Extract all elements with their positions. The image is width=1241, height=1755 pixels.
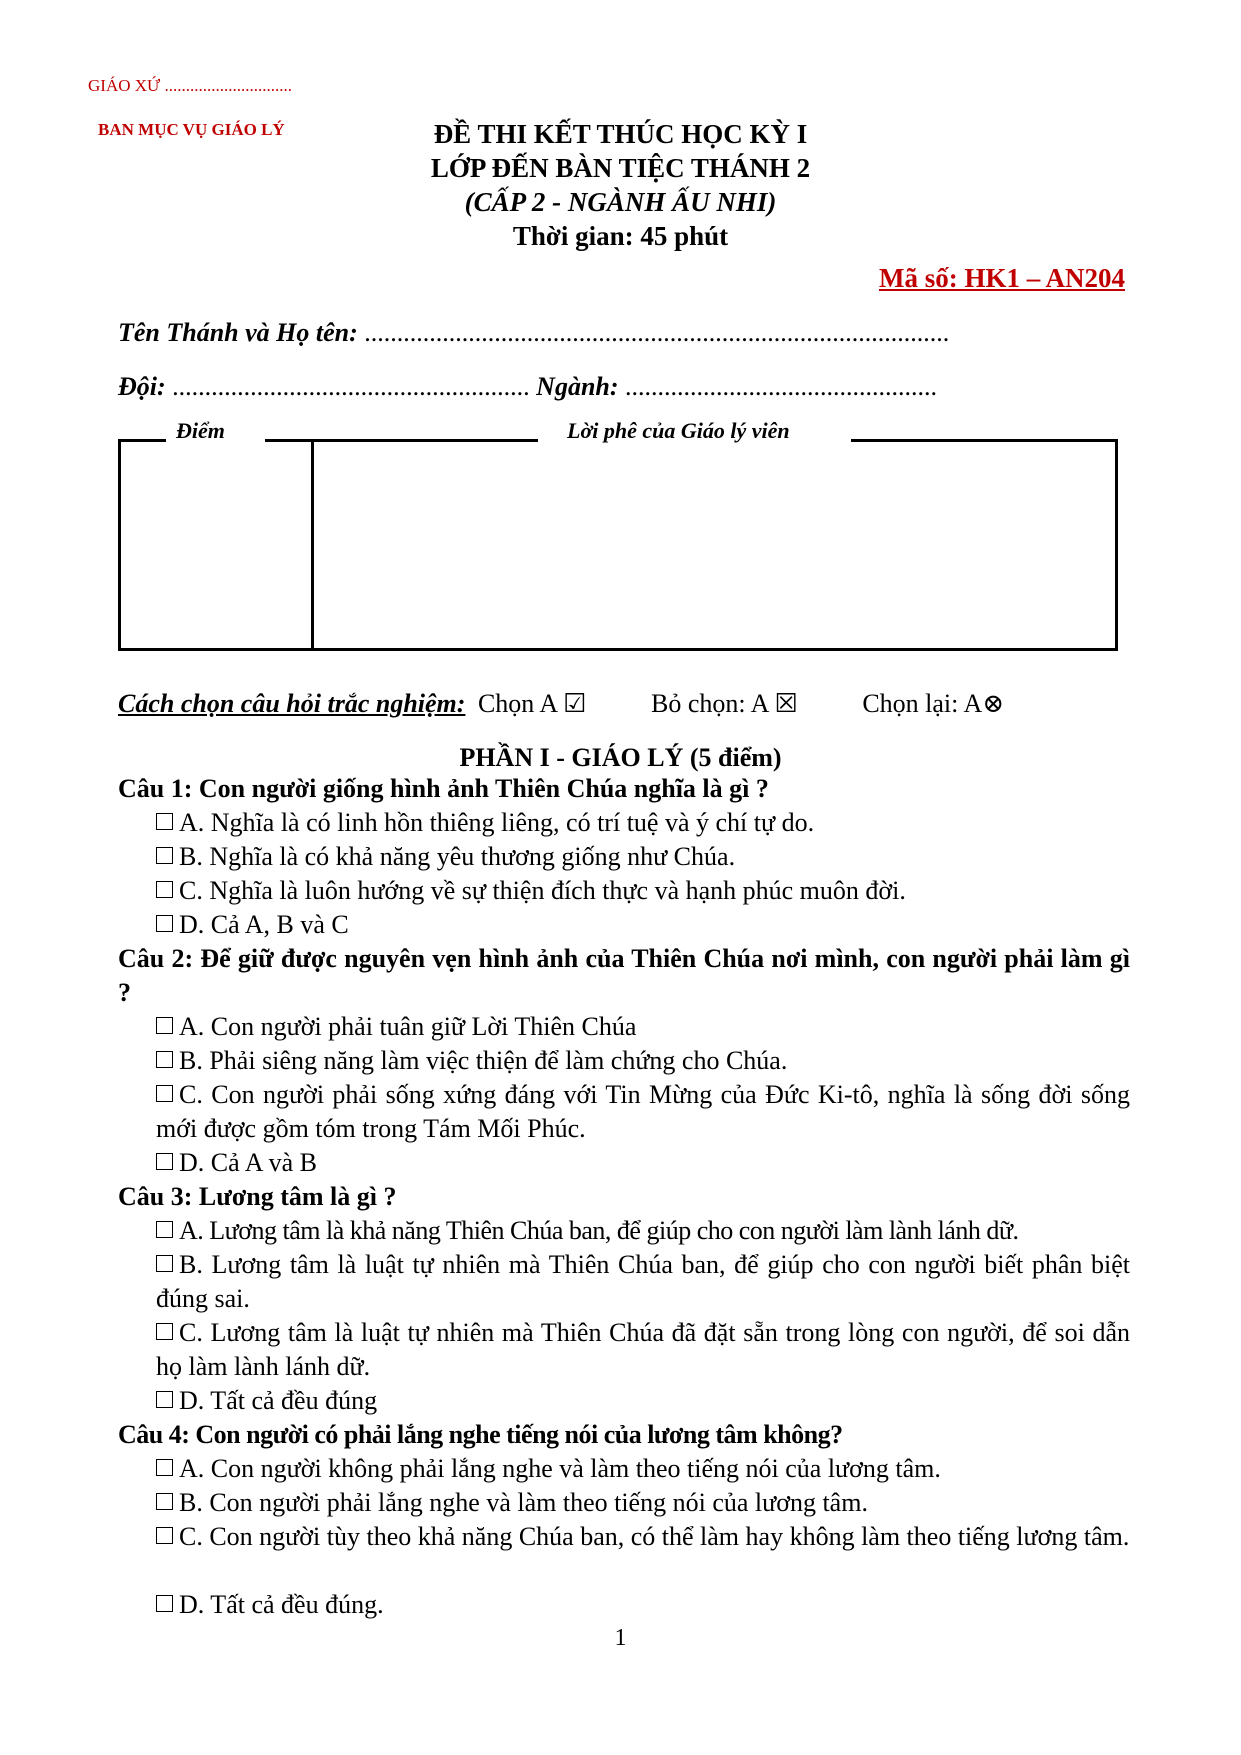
team-dots[interactable]: .......................................................: [172, 372, 530, 401]
guide-choose: Chọn A ☑: [477, 689, 587, 718]
guide-rechoose: Chọn lại: A⊗: [862, 689, 1005, 718]
time-label: Thời gian: 45 phút: [512, 221, 729, 251]
department-label: BAN MỤC VỤ GIÁO LÝ: [98, 120, 285, 139]
checkbox-icon[interactable]: [156, 915, 173, 932]
question-3: Câu 3: Lương tâm là gì ?: [118, 1182, 397, 1211]
checkbox-icon[interactable]: [156, 1493, 173, 1510]
q4-option-c[interactable]: C. Con người tùy theo khả năng Chúa ban, có thể làm hay không làm theo tiếng lương tâm.: [156, 1520, 1130, 1554]
checkbox-icon[interactable]: [156, 1595, 173, 1612]
answer-guide: [118, 689, 1004, 719]
class-title: LỚP ĐẾN BÀN TIỆC THÁNH 2: [430, 153, 811, 183]
checkbox-icon[interactable]: [156, 1527, 173, 1544]
section-title: PHẦN I - GIÁO LÝ (5 điểm): [459, 743, 782, 772]
q4-option-a[interactable]: A. Con người không phải lắng nghe và làm theo tiếng nói của lương tâm.: [156, 1452, 1130, 1486]
branch-dots[interactable]: ................................................: [625, 372, 938, 401]
question-1: Câu 1: Con người giống hình ảnh Thiên Chúa nghĩa là gì ?: [118, 774, 769, 803]
checkbox-icon[interactable]: [156, 1221, 173, 1238]
q3-option-b[interactable]: B. Lương tâm là luật tự nhiên mà Thiên Chúa ban, để giúp cho con người biết phân biệt đúng sai.: [156, 1250, 1130, 1313]
page-number: 1: [614, 1625, 627, 1651]
q4-option-d[interactable]: D. Tất cả đều đúng.: [156, 1588, 1130, 1622]
q2-option-a[interactable]: A. Con người phải tuân giữ Lời Thiên Chúa: [156, 1010, 1130, 1044]
question-2: Câu 2: Để giữ được nguyên vẹn hình ảnh của Thiên Chúa nơi mình, con người phải làm gì ?: [118, 944, 1130, 1007]
checkbox-icon[interactable]: [156, 1323, 173, 1340]
checkbox-icon[interactable]: [156, 881, 173, 898]
checkbox-icon[interactable]: [156, 1017, 173, 1034]
name-dots[interactable]: ..........................................................................................: [364, 318, 950, 347]
checkbox-icon[interactable]: [156, 1085, 173, 1102]
q2-option-d[interactable]: D. Cả A và B: [156, 1146, 1130, 1180]
checkbox-icon[interactable]: [156, 1459, 173, 1476]
guide-label: Cách chọn câu hỏi trắc nghiệm:: [118, 689, 466, 718]
q4-option-b[interactable]: B. Con người phải lắng nghe và làm theo tiếng nói của lương tâm.: [156, 1486, 1130, 1520]
branch-label: Ngành:: [536, 372, 619, 401]
q2-option-c[interactable]: C. Con người phải sống xứng đáng với Tin Mừng của Đức Ki-tô, nghĩa là sống đời sống mới được gồm tóm trong Tám Mối Phúc.: [156, 1080, 1130, 1143]
team-label: Đội:: [118, 372, 166, 401]
q1-option-c[interactable]: C. Nghĩa là luôn hướng về sự thiện đích thực và hạnh phúc muôn đời.: [156, 874, 1130, 908]
checkbox-icon[interactable]: [156, 1051, 173, 1068]
checkbox-icon[interactable]: [156, 813, 173, 830]
score-cell[interactable]: [121, 442, 311, 648]
q3-option-a[interactable]: A. Lương tâm là khả năng Thiên Chúa ban, để giúp cho con người làm lành lánh dữ.: [156, 1214, 1130, 1248]
comment-cell[interactable]: [314, 442, 1115, 648]
q1-option-a[interactable]: A. Nghĩa là có linh hồn thiêng liêng, có trí tuệ và ý chí tự do.: [156, 806, 1130, 840]
checkbox-icon[interactable]: [156, 1255, 173, 1272]
comment-label: Lời phê của Giáo lý viên: [567, 418, 790, 443]
question-4: Câu 4: Con người có phải lắng nghe tiếng nói của lương tâm không?: [118, 1420, 843, 1449]
level-title: (CẤP 2 - NGÀNH ẤU NHI): [464, 187, 777, 217]
checkbox-icon[interactable]: [156, 1391, 173, 1408]
score-label: Điểm: [176, 418, 225, 443]
q3-option-c[interactable]: C. Lương tâm là luật tự nhiên mà Thiên Chúa đã đặt sẵn trong lòng con người, để soi dẫn họ làm lành lánh dữ.: [156, 1318, 1130, 1381]
guide-unchoose: Bỏ chọn: A ☒: [651, 689, 798, 718]
exam-title: ĐỀ THI KẾT THÚC HỌC KỲ I: [433, 119, 808, 149]
q3-option-d[interactable]: D. Tất cả đều đúng: [156, 1384, 1130, 1418]
checkbox-icon[interactable]: [156, 847, 173, 864]
q2-option-b[interactable]: B. Phải siêng năng làm việc thiện để làm chứng cho Chúa.: [156, 1044, 1130, 1078]
parish-label: GIÁO XỨ ..............................: [88, 76, 292, 95]
exam-code: Mã số: HK1 – AN204: [879, 263, 1125, 293]
name-field-row[interactable]: [118, 318, 949, 348]
name-label: Tên Thánh và Họ tên:: [118, 318, 358, 347]
q1-option-b[interactable]: B. Nghĩa là có khả năng yêu thương giống như Chúa.: [156, 840, 1130, 874]
checkbox-icon[interactable]: [156, 1153, 173, 1170]
q1-option-d[interactable]: D. Cả A, B và C: [156, 908, 1130, 942]
team-field-row[interactable]: [118, 372, 937, 402]
